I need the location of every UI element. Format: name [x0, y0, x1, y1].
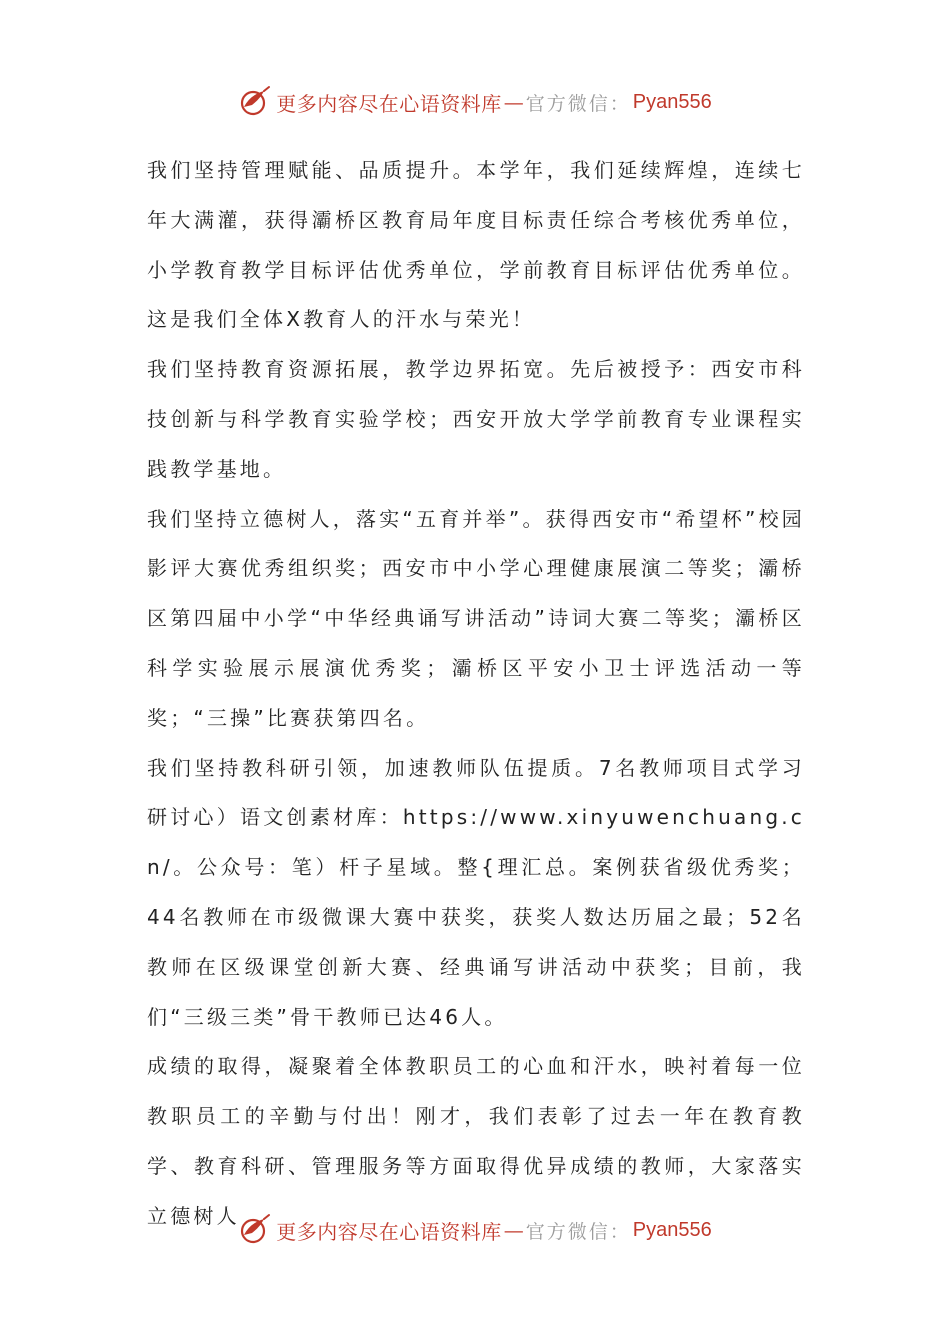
paragraph-management: 我们坚持管理赋能、品质提升。本学年，我们延续辉煌，连续七年大满灌，获得灞桥区教育局年度目标责任综合考核优秀单位，小学教育教学目标评估优秀单位，学前教育目标评估优秀单位。这是我们全体X教育人的汗水与荣光！	[147, 158, 805, 332]
footer-banner	[0, 1210, 950, 1250]
banner-wechat-id: Pyan556	[632, 1218, 712, 1241]
banner-official-label: 官方微信：	[525, 1220, 631, 1243]
pen-nib-icon	[238, 85, 272, 119]
banner-site-name: 更多内容尽在心语资料库	[276, 1219, 502, 1244]
banner-site-name: 更多内容尽在心语资料库	[276, 91, 502, 116]
header-banner	[0, 82, 950, 122]
paragraph-teaching-research: 我们坚持教科研引领，加速教师队伍提质。7名教师项目式学习研讨心）语文创素材库：https://www.xinyuwenchuang.cn/。公众号：笔）杆子星域。整{理汇总。案例获省级优秀奖；44名教师在市级微课大赛中获奖，获奖人数达历届之最；52名教师在区级课堂创新大赛、经典诵写讲活动中获奖；目前，我们“三级三类”骨干教师已达46人。	[147, 755, 805, 1029]
banner-separator: —	[503, 90, 524, 114]
banner-separator: —	[503, 1218, 524, 1242]
banner-wechat-id: Pyan556	[632, 90, 712, 113]
paragraph-moral-education: 我们坚持立德树人，落实“五育并举”。获得西安市“希望杯”校园影评大赛优秀组织奖；西安市中小学心理健康展演二等奖；灞桥区第四届中小学“中华经典诵写讲活动”诗词大赛二等奖；灞桥区科学实验展示展演优秀奖；灞桥区平安小卫士评选活动一等奖；“三操”比赛获第四名。	[147, 506, 805, 730]
pen-nib-icon	[238, 1213, 272, 1247]
paragraph-achievements: 成绩的取得，凝聚着全体教职员工的心血和汗水，映衬着每一位教职员工的辛勤与付出！刚才，我们表彰了过去一年在教育教学、教育科研、管理服务等方面取得优异成绩的教师，大家落实立德树人	[147, 1054, 805, 1228]
banner-official-label: 官方微信：	[525, 92, 631, 115]
document-body	[147, 146, 805, 1242]
paragraph-resources: 我们坚持教育资源拓展，教学边界拓宽。先后被授予：西安市科技创新与科学教育实验学校；西安开放大学学前教育专业课程实践教学基地。	[147, 357, 805, 481]
